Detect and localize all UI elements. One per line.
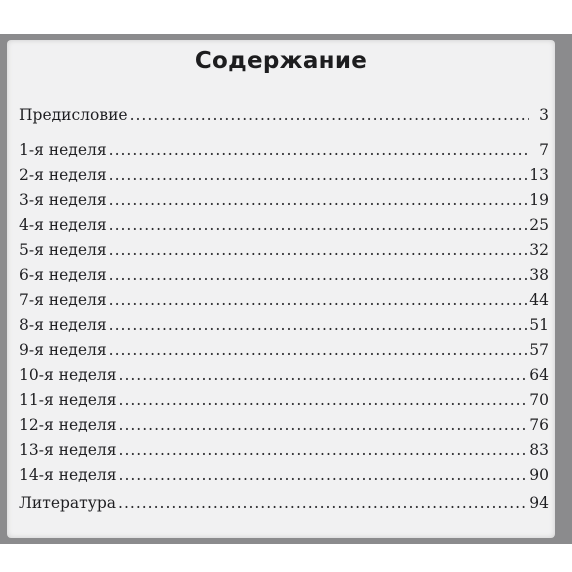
toc-entry-page: 83 bbox=[529, 441, 549, 459]
leader-dots bbox=[109, 263, 528, 288]
toc-entry-page: 94 bbox=[529, 494, 549, 512]
page-title: Содержание bbox=[194, 48, 368, 74]
leader-dots bbox=[119, 363, 528, 388]
toc-entry[interactable] bbox=[19, 313, 549, 338]
toc-entry-title: 6-я неделя bbox=[19, 266, 107, 284]
toc-entry-title: 12-я неделя bbox=[19, 416, 117, 434]
toc-entry-title: 5-я неделя bbox=[19, 241, 107, 259]
contents-page bbox=[7, 40, 555, 538]
toc-entry-title: 9-я неделя bbox=[19, 341, 107, 359]
toc-entry-page: 7 bbox=[539, 141, 549, 159]
toc-entry-page: 32 bbox=[529, 241, 549, 259]
leader-dots bbox=[109, 138, 529, 163]
toc-entry[interactable] bbox=[19, 363, 549, 388]
toc-entry-page: 57 bbox=[529, 341, 549, 359]
leader-dots bbox=[119, 463, 528, 488]
toc-entry-page: 76 bbox=[529, 416, 549, 434]
toc-entry-page: 19 bbox=[529, 191, 549, 209]
leader-dots bbox=[109, 238, 528, 263]
toc-entry-page: 44 bbox=[529, 291, 549, 309]
leader-dots bbox=[109, 338, 528, 363]
toc-entry-title: Литература bbox=[19, 494, 117, 512]
toc-entry[interactable] bbox=[19, 102, 549, 138]
toc-entry-title: 3-я неделя bbox=[19, 191, 107, 209]
toc-entry-title: 13-я неделя bbox=[19, 441, 117, 459]
toc-entry-title: Предисловие bbox=[19, 106, 128, 124]
toc-entry[interactable] bbox=[19, 491, 549, 516]
leader-dots bbox=[119, 388, 528, 413]
toc-entry-page: 90 bbox=[529, 466, 549, 484]
toc-entry[interactable] bbox=[19, 138, 549, 163]
leader-dots bbox=[118, 491, 527, 516]
toc-entry[interactable] bbox=[19, 188, 549, 213]
toc-entry[interactable] bbox=[19, 213, 549, 238]
leader-dots bbox=[119, 438, 528, 463]
toc-entry-title: 8-я неделя bbox=[19, 316, 107, 334]
toc-entry-title: 4-я неделя bbox=[19, 216, 107, 234]
toc-entry-page: 3 bbox=[539, 106, 549, 124]
table-of-contents bbox=[19, 102, 549, 516]
toc-entry[interactable] bbox=[19, 338, 549, 363]
toc-entry-page: 13 bbox=[529, 166, 549, 184]
toc-entry-page: 25 bbox=[529, 216, 549, 234]
toc-entry[interactable] bbox=[19, 463, 549, 488]
leader-dots bbox=[119, 413, 528, 438]
toc-entry[interactable] bbox=[19, 263, 549, 288]
toc-entry-title: 1-я неделя bbox=[19, 141, 107, 159]
leader-dots bbox=[109, 288, 528, 313]
leader-dots bbox=[109, 188, 528, 213]
toc-entry-title: 2-я неделя bbox=[19, 166, 107, 184]
leader-dots bbox=[109, 313, 528, 338]
toc-entry-title: 11-я неделя bbox=[19, 391, 117, 409]
leader-dots bbox=[109, 213, 528, 238]
toc-entry-page: 51 bbox=[529, 316, 549, 334]
toc-entry[interactable] bbox=[19, 163, 549, 188]
scan-margin-bottom bbox=[0, 544, 572, 572]
leader-dots bbox=[130, 102, 529, 128]
toc-entry[interactable] bbox=[19, 413, 549, 438]
toc-entry[interactable] bbox=[19, 238, 549, 263]
toc-entry[interactable] bbox=[19, 388, 549, 413]
toc-entry-page: 64 bbox=[529, 366, 549, 384]
leader-dots bbox=[109, 163, 528, 188]
toc-entry-page: 70 bbox=[529, 391, 549, 409]
toc-entry[interactable] bbox=[19, 288, 549, 313]
toc-entry[interactable] bbox=[19, 438, 549, 463]
toc-entry-page: 38 bbox=[529, 266, 549, 284]
toc-entry-title: 14-я неделя bbox=[19, 466, 117, 484]
toc-entry-title: 10-я неделя bbox=[19, 366, 117, 384]
toc-entry-title: 7-я неделя bbox=[19, 291, 107, 309]
